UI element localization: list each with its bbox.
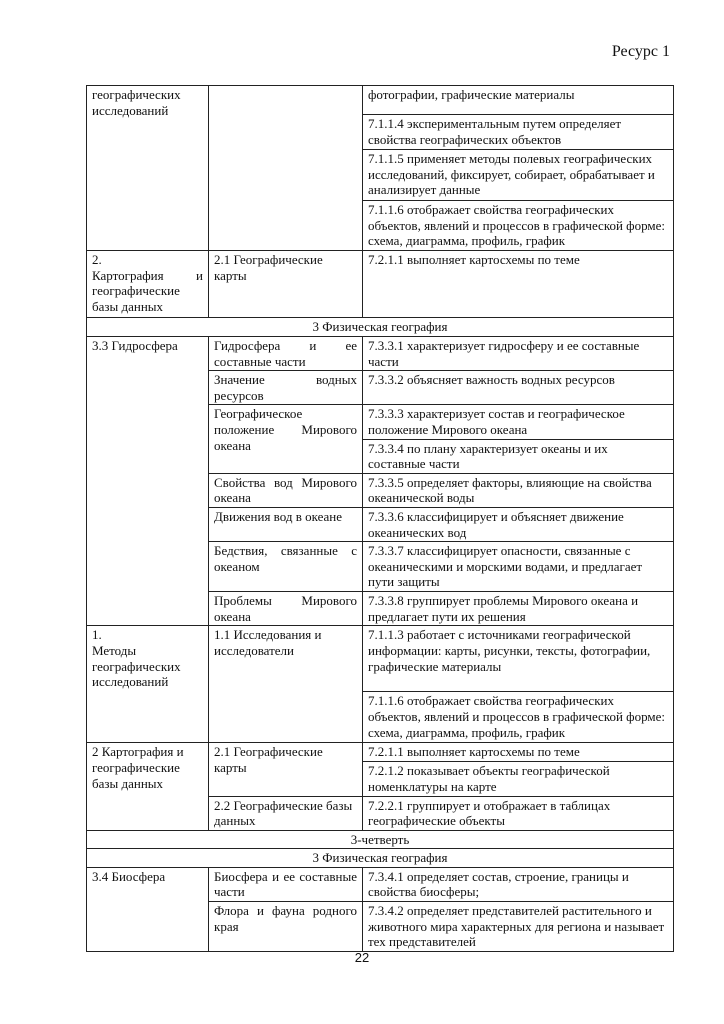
table-row bbox=[87, 251, 674, 318]
table-row bbox=[87, 867, 674, 901]
topic-cell: Значение водных ресурсов bbox=[209, 371, 363, 405]
topic-cell: 2.2 Географические базы данных bbox=[209, 796, 363, 830]
topic-cell: Бедствия, связанные с океаном bbox=[209, 542, 363, 592]
objective-cell: 7.2.2.1 группирует и отображает в таблицах географические объекты bbox=[363, 796, 674, 830]
section-number: 2. bbox=[92, 252, 102, 267]
section-cell: 3.4 Биосфера bbox=[87, 867, 209, 951]
table-row bbox=[87, 86, 674, 115]
topic-cell: Флора и фауна родного края bbox=[209, 902, 363, 952]
quarter-heading: 3-четверть bbox=[87, 830, 674, 849]
objective-cell: 7.2.1.2 показывает объекты географической номенклатуры на карте bbox=[363, 762, 674, 796]
table-row bbox=[87, 743, 674, 762]
objective-cell: 7.3.3.2 объясняет важность водных ресурсов bbox=[363, 371, 674, 405]
quarter-heading-row bbox=[87, 830, 674, 849]
section-cell bbox=[87, 251, 209, 318]
topic-cell: 1.1 Исследования и исследователи bbox=[209, 626, 363, 743]
topic-cell: Географическое положение Мирового океана bbox=[209, 405, 363, 473]
topic-cell: Проблемы Мирового океана bbox=[209, 592, 363, 626]
resource-label: Ресурс 1 bbox=[611, 43, 670, 60]
objective-cell: 7.1.1.3 работает с источниками географической информации: карты, рисунки, тексты, фотографии, графические материалы bbox=[363, 626, 674, 692]
section-number: 1. bbox=[92, 627, 102, 643]
topic-cell: 2.1 Географические карты bbox=[209, 743, 363, 796]
section-heading: 3 Физическая география bbox=[87, 849, 674, 868]
topic-cell: Свойства вод Мирового океана bbox=[209, 473, 363, 507]
objective-cell: 7.3.3.6 классифицирует и объясняет движение океанических вод bbox=[363, 507, 674, 541]
objective-cell: 7.3.3.5 определяет факторы, влияющие на свойства океанической воды bbox=[363, 473, 674, 507]
objective-cell: 7.1.1.5 применяет методы полевых географических исследований, фиксирует, собирает, обрабатывает и анализирует данные bbox=[363, 150, 674, 201]
objective-cell: 7.1.1.4 экспериментальным путем определяет свойства географических объектов bbox=[363, 115, 674, 150]
topic-cell: 2.1 Географические карты bbox=[209, 251, 363, 318]
section-cell: географических исследований bbox=[87, 86, 209, 251]
section-cell: 3.3 Гидросфера bbox=[87, 337, 209, 626]
section-cell: 2 Картография и географические базы данных bbox=[87, 743, 209, 830]
objective-cell: 7.2.1.1 выполняет картосхемы по теме bbox=[363, 743, 674, 762]
page-number: 22 bbox=[354, 950, 370, 965]
objective-cell: 7.1.1.6 отображает свойства географических объектов, явлений и процессов в графической форме: схема, диаграмма, профиль, график bbox=[363, 201, 674, 251]
objective-cell: 7.3.3.3 характеризует состав и географическое положение Мирового океана bbox=[363, 405, 674, 439]
section-title: Картография и географические базы данных bbox=[92, 267, 203, 314]
table-row bbox=[87, 337, 674, 371]
objective-cell: 7.3.3.7 классифицирует опасности, связанные с океаническими и морскими водами, и предлагает пути защиты bbox=[363, 542, 674, 592]
objective-cell: 7.1.1.6 отображает свойства географических объектов, явлений и процессов в графической форме: схема, диаграмма, профиль, график bbox=[363, 692, 674, 743]
objective-cell: фотографии, графические материалы bbox=[363, 86, 674, 115]
table-row bbox=[87, 626, 674, 692]
topic-cell: Движения вод в океане bbox=[209, 507, 363, 541]
section-cell bbox=[87, 626, 209, 743]
curriculum-table bbox=[86, 85, 674, 952]
topic-cell: Гидросфера и ее составные части bbox=[209, 337, 363, 371]
objective-cell: 7.3.4.2 определяет представителей растительного и животного мира характерных для региона и называет тех представителей bbox=[363, 902, 674, 952]
objective-cell: 7.3.3.4 по плану характеризует океаны и их составные части bbox=[363, 439, 674, 473]
section-heading-row bbox=[87, 849, 674, 868]
objective-cell: 7.2.1.1 выполняет картосхемы по теме bbox=[363, 251, 674, 318]
section-heading: 3 Физическая география bbox=[87, 318, 674, 337]
objective-cell: 7.3.3.8 группирует проблемы Мирового океана и предлагает пути их решения bbox=[363, 592, 674, 626]
topic-cell: Биосфера и ее составные части bbox=[209, 867, 363, 901]
objective-cell: 7.3.3.1 характеризует гидросферу и ее составные части bbox=[363, 337, 674, 371]
section-heading-row bbox=[87, 318, 674, 337]
section-title: Методы географических исследований bbox=[92, 642, 181, 690]
objective-cell: 7.3.4.1 определяет состав, строение, границы и свойства биосферы; bbox=[363, 867, 674, 901]
topic-cell bbox=[209, 86, 363, 251]
